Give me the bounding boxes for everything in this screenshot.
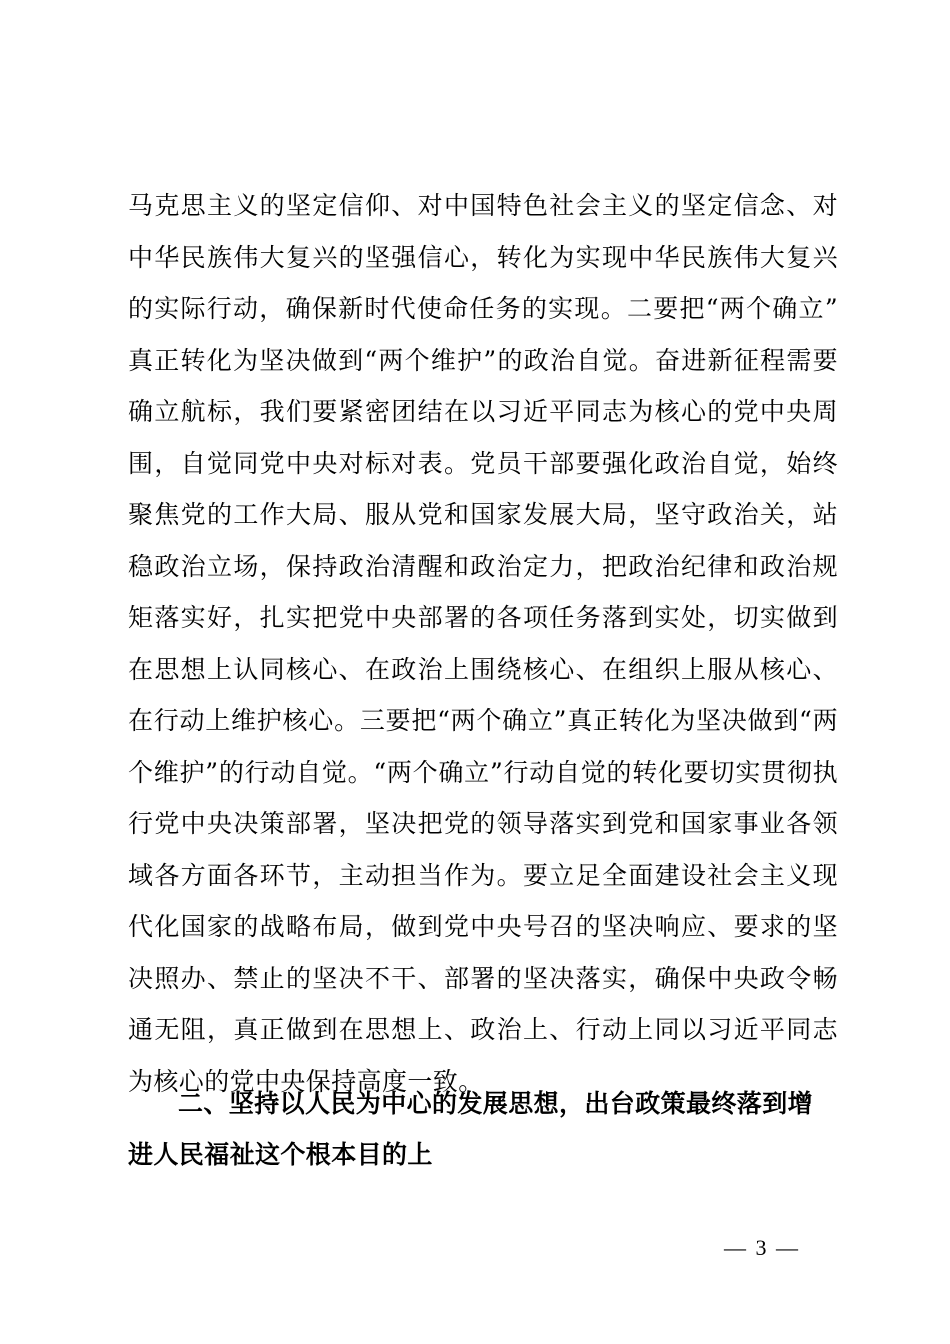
text-line: 通无阻，真正做到在思想上、政治上、行动上同以习近平同志 <box>128 1015 838 1044</box>
text-line: 的实际行动，确保新时代使命任务的实现。二要把“两个确立” <box>128 294 838 323</box>
text-line: 聚焦党的工作大局、服从党和国家发展大局，坚守政治关，站 <box>128 500 838 529</box>
text-line: 中华民族伟大复兴的坚强信心，转化为实现中华民族伟大复兴 <box>128 242 838 272</box>
text-line: 确立航标，我们要紧密团结在以习近平同志为核心的党中央周 <box>128 397 838 426</box>
text-line: 在思想上认同核心、在政治上围绕核心、在组织上服从核心、 <box>128 654 838 684</box>
text-line: 行党中央决策部署，坚决把党的领导落实到党和国家事业各领 <box>128 809 838 838</box>
heading-line: 进人民福祉这个根本目的上 <box>128 1140 433 1169</box>
text-line: 矩落实好，扎实把党中央部署的各项任务落到实处，切实做到 <box>128 603 838 632</box>
section-heading <box>128 1078 838 1180</box>
body-paragraph <box>128 180 838 1107</box>
text-line: 稳政治立场，保持政治清醒和政治定力，把政治纪律和政治规 <box>128 551 838 581</box>
text-line: 个维护”的行动自觉。“两个确立”行动自觉的转化要切实贯彻执 <box>128 757 838 787</box>
text-line: 决照办、禁止的坚决不干、部署的坚决落实，确保中央政令畅 <box>128 963 838 993</box>
text-line: 真正转化为坚决做到“两个维护”的政治自觉。奋进新征程需要 <box>128 345 838 375</box>
text-line: 域各方面各环节，主动担当作为。要立足全面建设社会主义现 <box>128 860 838 890</box>
page-number: — 3 — <box>724 1235 800 1260</box>
text-line: 在行动上维护核心。三要把“两个确立”真正转化为坚决做到“两 <box>128 706 838 735</box>
text-line: 代化国家的战略布局，做到党中央号召的坚决响应、要求的坚 <box>128 912 838 941</box>
text-line: 马克思主义的坚定信仰、对中国特色社会主义的坚定信念、对 <box>128 191 838 220</box>
text-line: 为核心的党中央保持高度一致。 <box>128 1066 484 1096</box>
heading-line: 二、坚持以人民为中心的发展思想，出台政策最终落到增 <box>178 1089 814 1118</box>
text-line: 围，自觉同党中央对标对表。党员干部要强化政治自觉，始终 <box>128 448 838 478</box>
